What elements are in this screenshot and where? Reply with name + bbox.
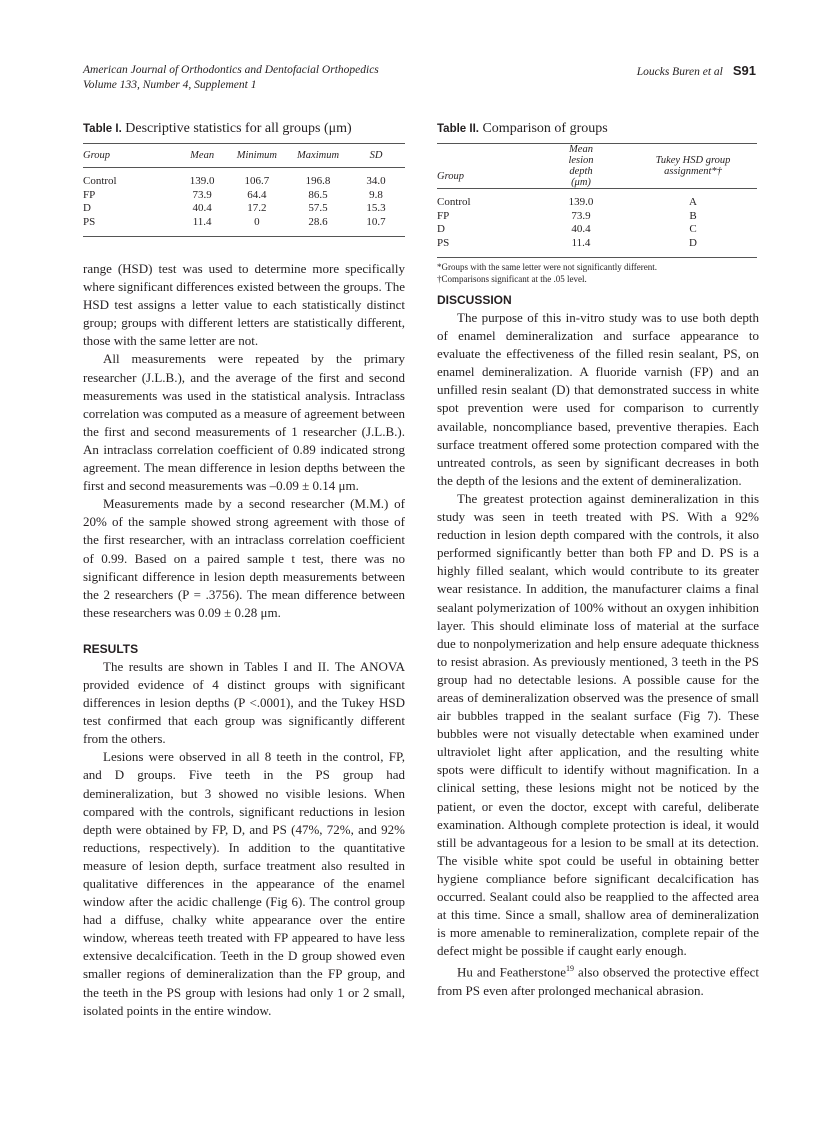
table-row <box>83 189 405 203</box>
footnote: †Comparisons significant at the .05 level. <box>437 274 587 284</box>
volume-info: Volume 133, Number 4, Supplement 1 <box>83 79 257 91</box>
table-row <box>437 210 757 224</box>
table-2-label: Table II. <box>437 123 479 135</box>
table-cell: 196.8 <box>305 175 331 187</box>
table-1 <box>83 121 405 237</box>
col-header: Maximum <box>289 144 347 168</box>
paragraph: Lesions were observed in all 8 teeth in the control, FP, and D groups. Five teeth in the PS group had demineralization, but 3 showed no visible lesions. When compared with the controls, significant reductions in lesion depth were obtained by FP, D, and PS (47%, 72%, and 92% reductions, respectively). In addition to the quantitative measure of lesion depth, surface treatment also resulted in qualitative differences in the appearance of the enamel window after the acidic challenge (Fig 6). The control group had a diffuse, chalky white appearance over the entire window, whereas teeth treated with FP appeared to have less extensive decalcification. Teeth in the D group showed even smaller regions of demineralization than the FP group, and the teeth in the PS group with lesions had only 1 or 2 small, isolated points in the entire window. <box>83 749 405 1018</box>
table-cell: 40.4 <box>192 202 212 214</box>
table-2-title <box>437 121 757 137</box>
table-cell: Control <box>437 196 471 208</box>
table-row <box>83 202 405 216</box>
table-cell: C <box>689 223 697 235</box>
table-row <box>437 237 757 258</box>
table-cell: D <box>689 236 697 249</box>
col-header: SD <box>347 144 405 168</box>
col-header: Group <box>437 144 533 189</box>
table-cell: 86.5 <box>308 188 328 201</box>
right-column <box>437 291 759 1000</box>
footnote: *Groups with the same letter were not significantly different. <box>437 262 658 272</box>
page-number: S91 <box>732 63 756 78</box>
table-cell: 106.7 <box>244 175 270 187</box>
journal-name: American Journal of Orthodontics and Dentofacial Orthopedics <box>83 64 379 76</box>
running-header <box>83 63 379 93</box>
table-cell: 10.7 <box>366 215 386 228</box>
table-cell: FP <box>437 209 450 222</box>
table-cell: 17.2 <box>247 202 267 214</box>
table-cell: 11.4 <box>571 236 591 249</box>
table-cell: Control <box>83 175 117 187</box>
table-row <box>83 216 405 237</box>
paragraph: The greatest protection against demineralization in this study was seen in teeth treated with PS. With a 92% reduction in lesion depth compared with the controls, it also performed significantly better than both FP and D. PS is a highly filled sealant, which would contribute to its greater wear resistance. In addition, the manufacturer claims a final sealant polymerization of 100% without an oxygen inhibition layer. This should eliminate loss of material at the surface due to nonpolymerization and help ensure adequate thickness to resist abrasion. As previously mentioned, 3 teeth in the PS group had no detectable lesions. A possible cause for the areas of demineralization observed was the presence of small air bubbles trapped in the sealant surface (Fig 7). These bubbles were not visually detectable when examined under ultraviolet light after application, and the resulting white spots were difficult to identify without magnification. In a clinical setting, these lesions might not be noticed by the patient, or even the doctor, except with careful, deliberate examination. Although complete protection is ideal, it would still be advantageous for a lesion to be small at its detection. The visible white spot could be useful in obtaining better hygiene compliance before significant decalcification has occurred. Sealant could also be reapplied to the affected area at this time. Since a small, shallow area of demineralization is more amenable to remineralization, complete repair of the defect might be possible if caught early enough. <box>437 490 759 959</box>
table-cell: 73.9 <box>192 188 212 201</box>
table-2 <box>437 121 757 285</box>
text: Hu and Featherstone <box>457 964 567 980</box>
table-cell: FP <box>83 188 96 201</box>
paragraph <box>437 960 759 1000</box>
table-cell: D <box>437 223 445 235</box>
table-cell: PS <box>437 236 450 249</box>
table-cell: 34.0 <box>366 175 386 187</box>
table-row <box>437 223 757 237</box>
table-cell: PS <box>83 215 96 228</box>
table-cell: 57.5 <box>308 202 328 214</box>
authors: Loucks Buren et al <box>636 66 723 78</box>
table-row <box>437 189 757 210</box>
table-1-label: Table I. <box>83 123 122 135</box>
table-cell: 0 <box>254 215 260 228</box>
col-header: Tukey HSD group assignment*† <box>629 144 757 189</box>
table-cell: 64.4 <box>247 188 267 201</box>
text: also observed the protective effect from PS even after prolonged mechanical abrasion. <box>437 964 759 998</box>
table-cell: B <box>689 209 697 222</box>
running-header-right <box>637 63 756 80</box>
paragraph: All measurements were repeated by the primary researcher (J.L.B.), and the average of the first and second measurements was used in the statistical analysis. Intraclass correlation was computed as a measure of agreement between the first and second measurements of 1 researcher (J.L.B.). An intraclass correlation coefficient of 0.89 indicated strong agreement. The mean difference in lesion depths between the first and second measurements was –0.09 ± 0.14 μm. <box>83 351 405 494</box>
discussion-heading: DISCUSSION <box>437 293 512 307</box>
table-cell: 139.0 <box>189 175 215 187</box>
table-2-caption: Comparison of groups <box>482 121 608 136</box>
col-header: Mean <box>180 144 225 168</box>
table-cell: 139.0 <box>568 196 594 208</box>
table-cell: 9.8 <box>369 188 383 201</box>
left-column <box>83 260 405 1020</box>
table-cell: A <box>689 196 697 208</box>
table-cell: 11.4 <box>192 215 212 228</box>
col-header: Minimum <box>225 144 289 168</box>
paragraph: The results are shown in Tables I and II. The ANOVA provided evidence of 4 distinct groups with significant differences in lesion depths (P <.0001), and the Tukey HSD test confirmed that each group was significantly different from the others. <box>83 658 405 747</box>
table-cell: 15.3 <box>366 202 386 214</box>
results-heading: RESULTS <box>83 641 139 656</box>
paragraph: range (HSD) test was used to determine more specifically where significant differences existed between the groups. The HSD test assigns a letter value to each statistically distinct group; groups with different letters are statistically different, those with the same letter are not. <box>83 261 405 349</box>
table-1-caption: Descriptive statistics for all groups (μm) <box>125 121 352 136</box>
col-header: Mean lesion depth (μm) <box>533 144 629 189</box>
table-cell: 28.6 <box>308 215 328 228</box>
col-header: Group <box>83 144 180 168</box>
table-1-title <box>83 121 405 137</box>
table-cell: D <box>83 202 91 214</box>
paragraph: The purpose of this in-vitro study was to use both depth of enamel demineralization and surface appearance to evaluate the effectiveness of the filled resin sealant, PS, on enamel demineralization. A fluoride varnish (FP) and an unfilled resin sealant (D) that demonstrated success in white spot prevention were used for comparison to currently available, noncompliance based, preventive therapies. Each surface treatment offered some protection compared with the untreated controls, as seen by significant decreases in both the depth of the lesions and the extent of demineralization. <box>437 310 759 488</box>
citation-ref: 19 <box>566 964 575 974</box>
paragraph: Measurements made by a second researcher (M.M.) of 20% of the sample showed strong agreement with those of the first researcher, with an intraclass correlation coefficient of 0.99. Based on a paired sample t test, there was no significant difference in lesion depth measurements between the 2 researchers (P = .3756). The mean difference between these researchers was 0.09 ± 0.28 μm. <box>83 496 405 620</box>
table-cell: 73.9 <box>571 209 591 222</box>
table-row <box>83 168 405 189</box>
table-cell: 40.4 <box>571 223 591 235</box>
table-footnotes <box>437 261 757 285</box>
